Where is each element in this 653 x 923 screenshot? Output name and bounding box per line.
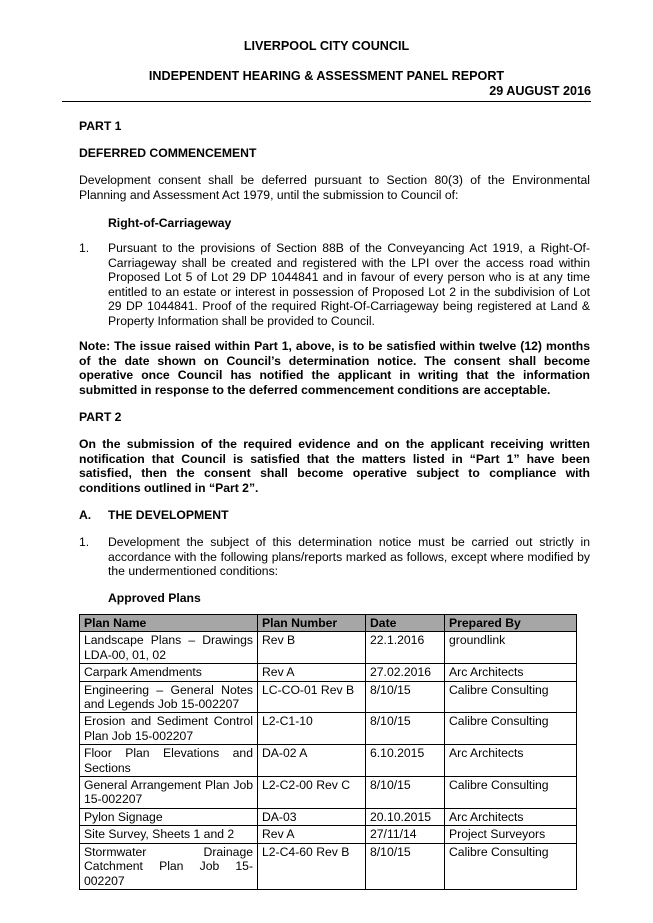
plan-name-cell: Pylon Signage [80,808,258,825]
plan-name-cell: Floor Plan Elevations and Sections [80,745,258,777]
column-header-plan-number: Plan Number [258,615,366,632]
plan-number-cell: Rev B [258,632,366,664]
plan-date-cell: 8/10/15 [366,777,445,809]
prepared-by-cell: Calibre Consulting [445,681,577,713]
plan-name-cell: Erosion and Sediment Control Plan Job 15-002207 [80,713,258,745]
plan-number-cell: L2-C1-10 [258,713,366,745]
prepared-by-cell: Calibre Consulting [445,843,577,889]
table-row [80,632,577,664]
plan-name-cell: Landscape Plans – Drawings LDA-00, 01, 02 [80,632,258,664]
section-a-item-number: 1. [79,535,90,549]
plan-number-cell: Rev A [258,664,366,681]
plan-date-cell: 8/10/15 [366,843,445,889]
section-a-heading: THE DEVELOPMENT [108,508,229,522]
prepared-by-cell: groundlink [445,632,577,664]
part1-note: Note: The issue raised within Part 1, above, is to be satisfied within twelve (12) months of the date shown on Council’s determination notice. The consent shall become operative once Council has notified the applicant in writing that the information submitted in response to the deferred commencement conditions are acceptable. [79,339,590,397]
table-row [80,681,577,713]
report-title: INDEPENDENT HEARING & ASSESSMENT PANEL REPORT [148,69,505,83]
column-header-prepared-by: Prepared By [445,615,577,632]
table-row [80,745,577,777]
report-date: 29 AUGUST 2016 [489,84,591,98]
plan-number-cell: Rev A [258,826,366,843]
deferred-commencement-heading: DEFERRED COMMENCEMENT [79,146,257,160]
part2-text: On the submission of the required evidence and on the applicant receiving written notification that Council is satisfied that the matters listed in “Part 1” have been satisfied, then the consent shall become operative subject to compliance with conditions outlined in “Part 2”. [79,437,590,495]
prepared-by-cell: Calibre Consulting [445,777,577,809]
approved-plans-heading: Approved Plans [108,591,201,605]
plan-date-cell: 22.1.2016 [366,632,445,664]
part1-heading: PART 1 [79,119,122,133]
plan-number-cell: L2-C4-60 Rev B [258,843,366,889]
plan-number-cell: DA-03 [258,808,366,825]
section-a-letter: A. [79,508,92,522]
plan-name-cell: General Arrangement Plan Job 15-002207 [80,777,258,809]
prepared-by-cell: Arc Architects [445,664,577,681]
table-row [80,808,577,825]
part2-heading: PART 2 [79,410,122,424]
plan-name-cell: Stormwater Drainage Catchment Plan Job 15-002207 [80,843,258,889]
part1-item-number: 1. [79,241,90,255]
part1-item-text: Pursuant to the provisions of Section 88B of the Conveyancing Act 1919, a Right-Of-Carriageway shall be created and registered with the LPI over the access road within Proposed Lot 5 of Lot 29 DP 1044841 and in favour of every person who is at any time entitled to an estate or interest in possession of Proposed Lot 2 in the subdivision of Lot 29 DP 1044841. Proof of the required Right-Of-Carriageway being registered at Land & Property Information shall be provided to Council. [108,241,590,328]
section-a-item-text: Development the subject of this determination notice must be carried out strictly in accordance with the following plans/reports marked as follows, except where modified by the undermentioned conditions: [108,535,590,579]
plan-date-cell: 27.02.2016 [366,664,445,681]
right-of-carriageway-heading: Right-of-Carriageway [108,216,232,230]
plan-date-cell: 27/11/14 [366,826,445,843]
plan-date-cell: 8/10/15 [366,681,445,713]
prepared-by-cell: Arc Architects [445,808,577,825]
header-rule [62,101,591,102]
plan-date-cell: 20.10.2015 [366,808,445,825]
plan-number-cell: L2-C2-00 Rev C [258,777,366,809]
plan-number-cell: LC-CO-01 Rev B [258,681,366,713]
plan-date-cell: 6.10.2015 [366,745,445,777]
prepared-by-cell: Project Surveyors [445,826,577,843]
plan-date-cell: 8/10/15 [366,713,445,745]
prepared-by-cell: Arc Architects [445,745,577,777]
table-row [80,664,577,681]
table-row [80,843,577,889]
table-row [80,826,577,843]
plan-name-cell: Engineering – General Notes and Legends Job 15-002207 [80,681,258,713]
plan-number-cell: DA-02 A [258,745,366,777]
plan-name-cell: Carpark Amendments [80,664,258,681]
prepared-by-cell: Calibre Consulting [445,713,577,745]
plan-name-cell: Site Survey, Sheets 1 and 2 [80,826,258,843]
column-header-plan-name: Plan Name [80,615,258,632]
table-row [80,713,577,745]
table-header-row [80,615,577,632]
approved-plans-table [79,614,577,890]
table-row [80,777,577,809]
part1-intro: Development consent shall be deferred pursuant to Section 80(3) of the Environmental Planning and Assessment Act 1979, until the submission to Council of: [79,173,590,202]
column-header-date: Date [366,615,445,632]
council-name: LIVERPOOL CITY COUNCIL [243,39,410,53]
